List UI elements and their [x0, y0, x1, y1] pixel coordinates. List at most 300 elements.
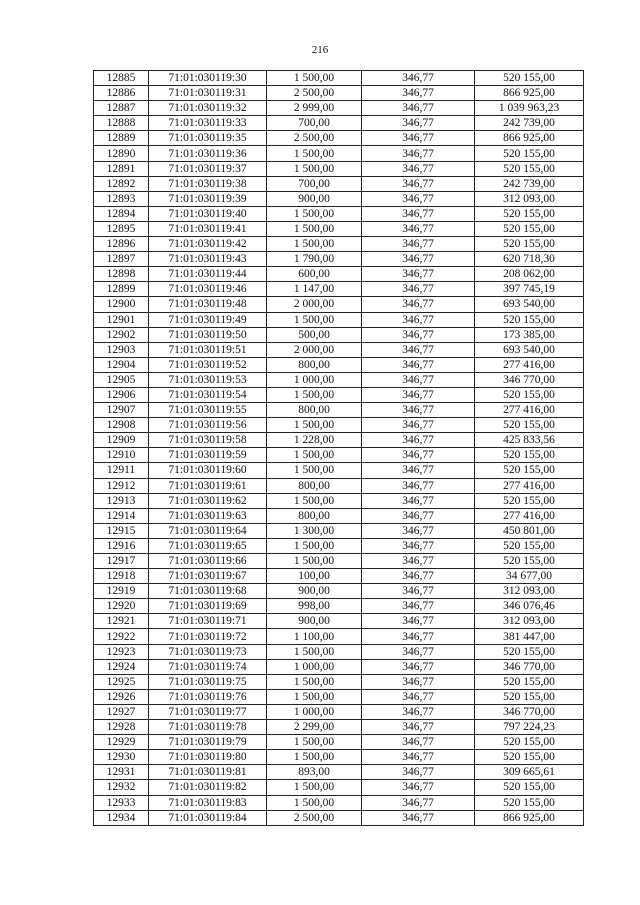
row-number-cell: 12898 [94, 267, 149, 282]
area-cell: 893,00 [267, 765, 362, 780]
table-row [94, 312, 584, 327]
table-row [94, 478, 584, 493]
table-row [94, 795, 584, 810]
row-number-cell: 12896 [94, 237, 149, 252]
specific-value-cell: 346,77 [362, 146, 475, 161]
cadastral-number-cell: 71:01:030119:50 [149, 327, 267, 342]
cadastral-number-cell: 71:01:030119:58 [149, 433, 267, 448]
cadastral-value-cell: 620 718,30 [475, 252, 584, 267]
area-cell: 1 000,00 [267, 372, 362, 387]
cadastral-number-cell: 71:01:030119:36 [149, 146, 267, 161]
row-number-cell: 12925 [94, 674, 149, 689]
cadastral-value-cell: 277 416,00 [475, 478, 584, 493]
area-cell: 600,00 [267, 267, 362, 282]
cadastral-value-cell: 242 739,00 [475, 116, 584, 131]
table-row [94, 720, 584, 735]
cadastral-value-cell: 450 801,00 [475, 523, 584, 538]
table-row [94, 780, 584, 795]
cadastral-number-cell: 71:01:030119:71 [149, 614, 267, 629]
specific-value-cell: 346,77 [362, 554, 475, 569]
row-number-cell: 12897 [94, 252, 149, 267]
table-row [94, 765, 584, 780]
cadastral-number-cell: 71:01:030119:48 [149, 297, 267, 312]
cadastral-value-cell: 309 665,61 [475, 765, 584, 780]
cadastral-number-cell: 71:01:030119:49 [149, 312, 267, 327]
cadastral-value-cell: 520 155,00 [475, 418, 584, 433]
area-cell: 2 000,00 [267, 342, 362, 357]
row-number-cell: 12929 [94, 735, 149, 750]
table-row [94, 282, 584, 297]
specific-value-cell: 346,77 [362, 86, 475, 101]
specific-value-cell: 346,77 [362, 433, 475, 448]
cadastral-value-cell: 520 155,00 [475, 735, 584, 750]
cadastral-number-cell: 71:01:030119:63 [149, 508, 267, 523]
cadastral-value-cell: 208 062,00 [475, 267, 584, 282]
row-number-cell: 12931 [94, 765, 149, 780]
cadastral-number-cell: 71:01:030119:78 [149, 720, 267, 735]
area-cell: 800,00 [267, 403, 362, 418]
cadastral-value-cell: 312 093,00 [475, 584, 584, 599]
cadastral-number-cell: 71:01:030119:40 [149, 206, 267, 221]
table-row [94, 810, 584, 825]
cadastral-value-cell: 381 447,00 [475, 629, 584, 644]
cadastral-number-cell: 71:01:030119:82 [149, 780, 267, 795]
specific-value-cell: 346,77 [362, 569, 475, 584]
row-number-cell: 12913 [94, 493, 149, 508]
cadastral-value-cell: 520 155,00 [475, 146, 584, 161]
specific-value-cell: 346,77 [362, 327, 475, 342]
cadastral-value-cell: 520 155,00 [475, 795, 584, 810]
area-cell: 700,00 [267, 116, 362, 131]
cadastral-value-cell: 277 416,00 [475, 357, 584, 372]
specific-value-cell: 346,77 [362, 629, 475, 644]
row-number-cell: 12899 [94, 282, 149, 297]
specific-value-cell: 346,77 [362, 735, 475, 750]
table-row [94, 493, 584, 508]
row-number-cell: 12933 [94, 795, 149, 810]
cadastral-number-cell: 71:01:030119:69 [149, 599, 267, 614]
table-row [94, 267, 584, 282]
specific-value-cell: 346,77 [362, 463, 475, 478]
specific-value-cell: 346,77 [362, 221, 475, 236]
cadastral-number-cell: 71:01:030119:67 [149, 569, 267, 584]
cadastral-number-cell: 71:01:030119:52 [149, 357, 267, 372]
area-cell: 1 500,00 [267, 387, 362, 402]
specific-value-cell: 346,77 [362, 780, 475, 795]
cadastral-value-cell: 173 385,00 [475, 327, 584, 342]
cadastral-number-cell: 71:01:030119:37 [149, 161, 267, 176]
table-row [94, 252, 584, 267]
cadastral-number-cell: 71:01:030119:65 [149, 538, 267, 553]
row-number-cell: 12930 [94, 750, 149, 765]
cadastral-value-cell: 346 076,46 [475, 599, 584, 614]
row-number-cell: 12903 [94, 342, 149, 357]
table-row [94, 146, 584, 161]
specific-value-cell: 346,77 [362, 191, 475, 206]
area-cell: 1 500,00 [267, 750, 362, 765]
cadastral-value-cell: 693 540,00 [475, 342, 584, 357]
area-cell: 900,00 [267, 191, 362, 206]
specific-value-cell: 346,77 [362, 342, 475, 357]
row-number-cell: 12895 [94, 221, 149, 236]
specific-value-cell: 346,77 [362, 403, 475, 418]
specific-value-cell: 346,77 [362, 131, 475, 146]
row-number-cell: 12910 [94, 448, 149, 463]
row-number-cell: 12894 [94, 206, 149, 221]
table-row [94, 523, 584, 538]
area-cell: 700,00 [267, 176, 362, 191]
table-row [94, 584, 584, 599]
cadastral-value-cell: 425 833,56 [475, 433, 584, 448]
cadastral-value-cell: 242 739,00 [475, 176, 584, 191]
table-row [94, 327, 584, 342]
specific-value-cell: 346,77 [362, 448, 475, 463]
specific-value-cell: 346,77 [362, 508, 475, 523]
row-number-cell: 12928 [94, 720, 149, 735]
specific-value-cell: 346,77 [362, 614, 475, 629]
table-row [94, 71, 584, 86]
specific-value-cell: 346,77 [362, 599, 475, 614]
cadastral-value-cell: 797 224,23 [475, 720, 584, 735]
specific-value-cell: 346,77 [362, 372, 475, 387]
area-cell: 1 500,00 [267, 493, 362, 508]
row-number-cell: 12888 [94, 116, 149, 131]
cadastral-value-cell: 520 155,00 [475, 206, 584, 221]
specific-value-cell: 346,77 [362, 237, 475, 252]
row-number-cell: 12891 [94, 161, 149, 176]
specific-value-cell: 346,77 [362, 252, 475, 267]
specific-value-cell: 346,77 [362, 282, 475, 297]
cadastral-value-cell: 693 540,00 [475, 297, 584, 312]
table-row [94, 433, 584, 448]
table-row [94, 750, 584, 765]
row-number-cell: 12892 [94, 176, 149, 191]
cadastral-value-cell: 520 155,00 [475, 312, 584, 327]
area-cell: 1 500,00 [267, 735, 362, 750]
table-row [94, 554, 584, 569]
cadastral-value-cell: 346 770,00 [475, 372, 584, 387]
area-cell: 1 500,00 [267, 221, 362, 236]
cadastral-number-cell: 71:01:030119:35 [149, 131, 267, 146]
specific-value-cell: 346,77 [362, 357, 475, 372]
table-row [94, 735, 584, 750]
specific-value-cell: 346,77 [362, 689, 475, 704]
cadastral-value-cell: 346 770,00 [475, 704, 584, 719]
area-cell: 1 500,00 [267, 795, 362, 810]
specific-value-cell: 346,77 [362, 704, 475, 719]
area-cell: 1 500,00 [267, 689, 362, 704]
row-number-cell: 12911 [94, 463, 149, 478]
table-row [94, 342, 584, 357]
specific-value-cell: 346,77 [362, 810, 475, 825]
area-cell: 1 500,00 [267, 448, 362, 463]
specific-value-cell: 346,77 [362, 418, 475, 433]
table-row [94, 689, 584, 704]
area-cell: 1 147,00 [267, 282, 362, 297]
row-number-cell: 12926 [94, 689, 149, 704]
table-row [94, 629, 584, 644]
cadastral-number-cell: 71:01:030119:55 [149, 403, 267, 418]
table-row [94, 387, 584, 402]
row-number-cell: 12908 [94, 418, 149, 433]
cadastral-number-cell: 71:01:030119:53 [149, 372, 267, 387]
area-cell: 800,00 [267, 357, 362, 372]
specific-value-cell: 346,77 [362, 267, 475, 282]
row-number-cell: 12921 [94, 614, 149, 629]
specific-value-cell: 346,77 [362, 312, 475, 327]
cadastral-number-cell: 71:01:030119:30 [149, 71, 267, 86]
cadastral-value-cell: 520 155,00 [475, 780, 584, 795]
table-row [94, 176, 584, 191]
cadastral-number-cell: 71:01:030119:83 [149, 795, 267, 810]
table-row [94, 569, 584, 584]
cadastral-value-cell: 866 925,00 [475, 131, 584, 146]
row-number-cell: 12890 [94, 146, 149, 161]
area-cell: 800,00 [267, 508, 362, 523]
row-number-cell: 12934 [94, 810, 149, 825]
table-row [94, 161, 584, 176]
cadastral-number-cell: 71:01:030119:72 [149, 629, 267, 644]
cadastral-number-cell: 71:01:030119:43 [149, 252, 267, 267]
cadastral-number-cell: 71:01:030119:39 [149, 191, 267, 206]
cadastral-value-cell: 1 039 963,23 [475, 101, 584, 116]
table-row [94, 508, 584, 523]
row-number-cell: 12922 [94, 629, 149, 644]
cadastral-number-cell: 71:01:030119:75 [149, 674, 267, 689]
area-cell: 2 999,00 [267, 101, 362, 116]
area-cell: 1 500,00 [267, 161, 362, 176]
area-cell: 1 500,00 [267, 146, 362, 161]
specific-value-cell: 346,77 [362, 297, 475, 312]
area-cell: 800,00 [267, 478, 362, 493]
specific-value-cell: 346,77 [362, 720, 475, 735]
table-row [94, 599, 584, 614]
cadastral-value-cell: 34 677,00 [475, 569, 584, 584]
cadastral-number-cell: 71:01:030119:46 [149, 282, 267, 297]
row-number-cell: 12912 [94, 478, 149, 493]
table-row [94, 297, 584, 312]
specific-value-cell: 346,77 [362, 674, 475, 689]
specific-value-cell: 346,77 [362, 206, 475, 221]
row-number-cell: 12923 [94, 644, 149, 659]
table-body [94, 71, 584, 826]
cadastral-number-cell: 71:01:030119:42 [149, 237, 267, 252]
cadastral-number-cell: 71:01:030119:66 [149, 554, 267, 569]
specific-value-cell: 346,77 [362, 101, 475, 116]
specific-value-cell: 346,77 [362, 161, 475, 176]
cadastral-value-cell: 520 155,00 [475, 448, 584, 463]
table-row [94, 448, 584, 463]
cadastral-number-cell: 71:01:030119:73 [149, 644, 267, 659]
specific-value-cell: 346,77 [362, 765, 475, 780]
area-cell: 1 100,00 [267, 629, 362, 644]
specific-value-cell: 346,77 [362, 176, 475, 191]
cadastral-number-cell: 71:01:030119:31 [149, 86, 267, 101]
cadastral-value-cell: 520 155,00 [475, 237, 584, 252]
area-cell: 900,00 [267, 584, 362, 599]
cadastral-number-cell: 71:01:030119:81 [149, 765, 267, 780]
row-number-cell: 12917 [94, 554, 149, 569]
cadastral-value-cell: 520 155,00 [475, 221, 584, 236]
cadastral-value-cell: 312 093,00 [475, 614, 584, 629]
area-cell: 1 300,00 [267, 523, 362, 538]
area-cell: 1 500,00 [267, 237, 362, 252]
cadastral-number-cell: 71:01:030119:59 [149, 448, 267, 463]
row-number-cell: 12886 [94, 86, 149, 101]
area-cell: 100,00 [267, 569, 362, 584]
cadastral-value-cell: 520 155,00 [475, 538, 584, 553]
cadastral-number-cell: 71:01:030119:56 [149, 418, 267, 433]
table-row [94, 463, 584, 478]
row-number-cell: 12887 [94, 101, 149, 116]
table-row [94, 206, 584, 221]
table-row [94, 403, 584, 418]
area-cell: 1 500,00 [267, 71, 362, 86]
row-number-cell: 12906 [94, 387, 149, 402]
row-number-cell: 12909 [94, 433, 149, 448]
cadastral-value-cell: 277 416,00 [475, 508, 584, 523]
area-cell: 1 500,00 [267, 463, 362, 478]
row-number-cell: 12920 [94, 599, 149, 614]
row-number-cell: 12924 [94, 659, 149, 674]
cadastral-value-table [93, 70, 584, 826]
area-cell: 1 500,00 [267, 554, 362, 569]
cadastral-value-cell: 520 155,00 [475, 161, 584, 176]
row-number-cell: 12907 [94, 403, 149, 418]
cadastral-number-cell: 71:01:030119:60 [149, 463, 267, 478]
cadastral-number-cell: 71:01:030119:74 [149, 659, 267, 674]
specific-value-cell: 346,77 [362, 387, 475, 402]
area-cell: 1 500,00 [267, 780, 362, 795]
cadastral-number-cell: 71:01:030119:51 [149, 342, 267, 357]
cadastral-value-cell: 520 155,00 [475, 674, 584, 689]
specific-value-cell: 346,77 [362, 71, 475, 86]
table-row [94, 659, 584, 674]
cadastral-number-cell: 71:01:030119:54 [149, 387, 267, 402]
row-number-cell: 12893 [94, 191, 149, 206]
row-number-cell: 12901 [94, 312, 149, 327]
area-cell: 500,00 [267, 327, 362, 342]
cadastral-number-cell: 71:01:030119:77 [149, 704, 267, 719]
cadastral-number-cell: 71:01:030119:68 [149, 584, 267, 599]
cadastral-number-cell: 71:01:030119:84 [149, 810, 267, 825]
cadastral-number-cell: 71:01:030119:79 [149, 735, 267, 750]
area-cell: 1 000,00 [267, 704, 362, 719]
row-number-cell: 12889 [94, 131, 149, 146]
cadastral-value-cell: 866 925,00 [475, 86, 584, 101]
area-cell: 2 299,00 [267, 720, 362, 735]
area-cell: 1 500,00 [267, 418, 362, 433]
table-row [94, 101, 584, 116]
cadastral-value-cell: 520 155,00 [475, 750, 584, 765]
cadastral-number-cell: 71:01:030119:38 [149, 176, 267, 191]
cadastral-number-cell: 71:01:030119:44 [149, 267, 267, 282]
cadastral-value-cell: 277 416,00 [475, 403, 584, 418]
area-cell: 2 500,00 [267, 810, 362, 825]
table-row [94, 221, 584, 236]
table-row [94, 538, 584, 553]
specific-value-cell: 346,77 [362, 478, 475, 493]
table-row [94, 674, 584, 689]
row-number-cell: 12932 [94, 780, 149, 795]
row-number-cell: 12927 [94, 704, 149, 719]
cadastral-number-cell: 71:01:030119:76 [149, 689, 267, 704]
area-cell: 2 500,00 [267, 131, 362, 146]
table-row [94, 644, 584, 659]
specific-value-cell: 346,77 [362, 493, 475, 508]
table-row [94, 372, 584, 387]
cadastral-value-cell: 520 155,00 [475, 463, 584, 478]
area-cell: 900,00 [267, 614, 362, 629]
cadastral-number-cell: 71:01:030119:62 [149, 493, 267, 508]
cadastral-value-cell: 520 155,00 [475, 689, 584, 704]
cadastral-value-cell: 520 155,00 [475, 644, 584, 659]
specific-value-cell: 346,77 [362, 116, 475, 131]
row-number-cell: 12904 [94, 357, 149, 372]
cadastral-value-cell: 397 745,19 [475, 282, 584, 297]
page-number: 216 [311, 44, 329, 56]
cadastral-value-cell: 520 155,00 [475, 493, 584, 508]
row-number-cell: 12885 [94, 71, 149, 86]
table-row [94, 704, 584, 719]
row-number-cell: 12918 [94, 569, 149, 584]
table-row [94, 86, 584, 101]
area-cell: 998,00 [267, 599, 362, 614]
cadastral-number-cell: 71:01:030119:32 [149, 101, 267, 116]
specific-value-cell: 346,77 [362, 523, 475, 538]
cadastral-value-cell: 346 770,00 [475, 659, 584, 674]
cadastral-value-cell: 520 155,00 [475, 554, 584, 569]
area-cell: 1 500,00 [267, 674, 362, 689]
area-cell: 1 000,00 [267, 659, 362, 674]
area-cell: 1 500,00 [267, 312, 362, 327]
area-cell: 2 500,00 [267, 86, 362, 101]
table-row [94, 131, 584, 146]
cadastral-number-cell: 71:01:030119:41 [149, 221, 267, 236]
row-number-cell: 12900 [94, 297, 149, 312]
row-number-cell: 12919 [94, 584, 149, 599]
cadastral-number-cell: 71:01:030119:80 [149, 750, 267, 765]
cadastral-value-cell: 520 155,00 [475, 387, 584, 402]
row-number-cell: 12905 [94, 372, 149, 387]
row-number-cell: 12914 [94, 508, 149, 523]
table-row [94, 116, 584, 131]
row-number-cell: 12902 [94, 327, 149, 342]
cadastral-value-cell: 312 093,00 [475, 191, 584, 206]
row-number-cell: 12916 [94, 538, 149, 553]
cadastral-number-cell: 71:01:030119:64 [149, 523, 267, 538]
specific-value-cell: 346,77 [362, 795, 475, 810]
cadastral-number-cell: 71:01:030119:33 [149, 116, 267, 131]
specific-value-cell: 346,77 [362, 659, 475, 674]
table-row [94, 614, 584, 629]
row-number-cell: 12915 [94, 523, 149, 538]
table-row [94, 191, 584, 206]
specific-value-cell: 346,77 [362, 644, 475, 659]
area-cell: 1 228,00 [267, 433, 362, 448]
specific-value-cell: 346,77 [362, 584, 475, 599]
table-row [94, 357, 584, 372]
cadastral-number-cell: 71:01:030119:61 [149, 478, 267, 493]
area-cell: 1 500,00 [267, 644, 362, 659]
area-cell: 1 790,00 [267, 252, 362, 267]
area-cell: 1 500,00 [267, 538, 362, 553]
specific-value-cell: 346,77 [362, 750, 475, 765]
cadastral-value-cell: 520 155,00 [475, 71, 584, 86]
table-row [94, 237, 584, 252]
area-cell: 2 000,00 [267, 297, 362, 312]
table-row [94, 418, 584, 433]
